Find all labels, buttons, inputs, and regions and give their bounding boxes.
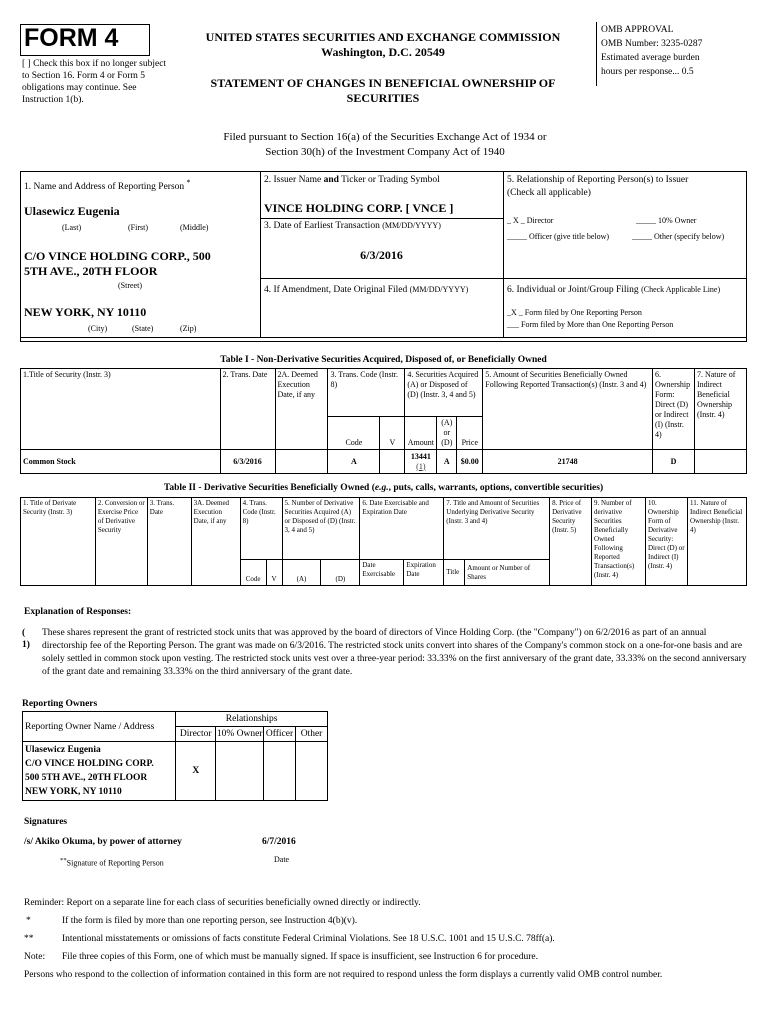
issuer-name: VINCE HOLDING CORP. [ VNCE ] — [264, 201, 454, 215]
omb-number: OMB Number: 3235-0287 — [601, 39, 703, 49]
t1-row-code: A — [328, 450, 380, 474]
t2-h-number: 5. Number of Derivative Securities Acquired (A) or Disposed of (D) (Instr. 3, 4 and 5) — [282, 498, 360, 560]
t2-h-date-exercisable: Date Exercisable — [360, 560, 404, 586]
star-mark: * — [26, 916, 31, 926]
t1-row-price: $0.00 — [457, 450, 483, 474]
table2-title: Table II - Derivative Securities Beneficially Owned (e.g., puts, calls, warrants, options, convertible securities) — [163, 483, 604, 493]
table2 — [20, 497, 747, 586]
t1-row-aord: A — [437, 450, 457, 474]
t1-h-acquired: 4. Securities Acquired (A) or Disposed of (D) (Instr. 3, 4 and 5) — [405, 369, 483, 417]
t1-h-price: Price — [457, 417, 483, 450]
zip-label: (Zip) — [180, 324, 197, 333]
t1-row-title: Common Stock — [21, 450, 221, 474]
table1-title: Table I - Non-Derivative Securities Acquired, Disposed of, or Beneficially Owned — [220, 355, 547, 365]
col-relationships: Relationships — [176, 712, 328, 727]
explanation-heading: Explanation of Responses: — [24, 607, 132, 617]
agency-location: Washington, D.C. 20549 — [321, 45, 445, 59]
t2-h-a: (A) — [282, 560, 321, 586]
earliest-transaction-date: 6/3/2016 — [360, 248, 403, 262]
t1-h-form: 6. Ownership Form: Direct (D) or Indirect (I) (Instr. 4) — [652, 369, 694, 450]
t1-h-title: 1.Title of Security (Instr. 3) — [21, 369, 221, 450]
signature-label: **Signature of Reporting Person — [60, 857, 164, 868]
col-other: Other — [296, 727, 328, 742]
table-row — [21, 450, 747, 474]
t1-h-owned: 5. Amount of Securities Beneficially Owned Following Reported Transaction(s) (Instr. 3 and 4) — [483, 369, 653, 450]
t2-h-amount-shares: Amount or Number of Shares — [465, 560, 550, 586]
owner-name: Ulasewicz Eugenia — [25, 745, 101, 755]
t2-h-number-owned: 9. Number of derivative Securities Beneficially Owned Following Reported Transaction(s) (Instr. 4) — [592, 498, 646, 586]
t2-h-date: 3. Trans. Date — [147, 498, 191, 586]
amendment-label: 4. If Amendment, Date Original Filed (MM/DD/YYYY) — [264, 285, 469, 295]
other-checkbox[interactable]: _____ Other (specify below) — [632, 232, 725, 241]
middle-label: (Middle) — [180, 223, 209, 232]
explanation-text: These shares represent the grant of restricted stock units that was approved by the board of directors of Vince Holding Corp. (the "Company") on 6/2/2016 as part of an annual directorship fee of the Reporting Person. The grant was made on 6/3/2016. The restricted stock units convert into shares of the Company's common stock on a one-for-one basis and are solely settled in common stock upon vesting. The restricted stock units vest over a three-year period: 33.33% on the first anniversary of the grant date, 33.33% on the second anniversary of the grant date and remaining 33.33% on the third anniversary of the grant date. — [42, 628, 747, 677]
table1 — [20, 368, 747, 474]
t1-h-amount: Amount — [405, 417, 437, 450]
t1-h-nature: 7. Nature of Indirect Beneficial Ownership (Instr. 4) — [694, 369, 746, 450]
agency-name: UNITED STATES SECURITIES AND EXCHANGE COMMISSION — [205, 30, 561, 44]
col-ten-percent: 10% Owner — [216, 727, 264, 742]
statement-title: STATEMENT OF CHANGES IN BENEFICIAL OWNERSHIP OF SECURITIES — [210, 76, 556, 105]
note-label: Note: — [24, 952, 46, 962]
t2-h-underlying: 7. Title and Amount of Securities Underlying Derivative Security (Instr. 3 and 4) — [444, 498, 550, 560]
reporting-owners-heading: Reporting Owners — [22, 699, 98, 709]
t2-h-code-sub: Code — [240, 560, 266, 586]
t2-h-exercisable: 6. Date Exercisable and Expiration Date — [360, 498, 444, 560]
t2-h-v: V — [266, 560, 282, 586]
t1-row-date: 6/3/2016 — [220, 450, 275, 474]
relationship-sub-label: (Check all applicable) — [507, 188, 591, 198]
earliest-transaction-label: 3. Date of Earliest Transaction (MM/DD/YYYY) — [264, 221, 441, 231]
t1-row-owned: 21748 — [483, 450, 653, 474]
filed-pursuant-1: Filed pursuant to Section 16(a) of the Securities Exchange Act of 1934 or — [223, 131, 547, 143]
director-checkbox[interactable]: _ X _ Director — [507, 216, 554, 225]
t2-h-title: 1. Title of Derivate Security (Instr. 3) — [21, 498, 96, 586]
form-title: FORM 4 — [24, 24, 119, 52]
group-filing-option-1[interactable]: _X _ Form filed by One Reporting Person — [507, 308, 642, 317]
footnote-link[interactable]: (1) — [416, 461, 426, 471]
ten-percent-owner-checkbox[interactable]: _____ 10% Owner — [636, 216, 697, 225]
check-box-text[interactable]: [ ] Check this box if no longer subject to Section 16. Form 4 or Form 5 obligations may continue. See Instruction 1(b). — [22, 59, 167, 105]
owner-address-2: 500 5TH AVE., 20TH FLOOR — [25, 773, 148, 783]
t2-h-conversion: 2. Conversion or Exercise Price of Derivative Security — [95, 498, 147, 586]
reporting-person-label: 1. Name and Address of Reporting Person * — [24, 178, 191, 193]
omb-divider — [596, 22, 597, 86]
reminder-text: Reminder: Report on a separate line for each class of securities beneficially owned directly or indirectly. — [24, 898, 421, 908]
t2-h-nature: 11. Nature of Indirect Beneficial Ownership (Instr. 4) — [687, 498, 746, 586]
city-label: (City) — [88, 324, 108, 333]
t1-h-code-sub: Code — [328, 417, 380, 450]
persons-text: Persons who respond to the collection of information contained in this form are not required to respond unless the form displays a currently valid OMB control number. — [24, 970, 663, 980]
last-label: (Last) — [62, 223, 82, 232]
col-officer: Officer — [264, 727, 296, 742]
director-mark: X — [176, 742, 216, 801]
t2-h-price: 8. Price of Derivative Security (Instr. 5) — [550, 498, 592, 586]
reporting-owners-table — [22, 711, 328, 801]
double-star-mark: ** — [24, 934, 34, 944]
signature-date: 6/7/2016 — [262, 837, 296, 847]
group-filing-label: 6. Individual or Joint/Group Filing (Check Applicable Line) — [507, 285, 721, 295]
street-label: (Street) — [118, 281, 142, 290]
note-text: File three copies of this Form, one of which must be manually signed. If space is insufficient, see Instruction 6 for procedure. — [62, 952, 539, 962]
city-state-zip: NEW YORK, NY 10110 — [24, 305, 147, 319]
t2-h-code: 4. Trans. Code (Instr. 8) — [240, 498, 282, 560]
omb-approval: OMB APPROVAL — [601, 25, 674, 35]
t1-h-code: 3. Trans. Code (Instr. 8) — [328, 369, 405, 417]
explanation-marker: ( 1) — [22, 628, 30, 650]
omb-burden-2: hours per response... 0.5 — [601, 67, 694, 77]
t1-row-amount: 13441 — [410, 451, 431, 461]
omb-burden-1: Estimated average burden — [601, 53, 700, 63]
group-filing-option-2[interactable]: ___ Form filed by More than One Reporting Person — [507, 320, 674, 329]
t2-h-form: 10. Ownership Form of Derivative Security: Direct (D) or Indirect (I) (Instr. 4) — [645, 498, 687, 586]
star-text: If the form is filed by more than one reporting person, see Instruction 4(b)(v). — [62, 916, 358, 926]
t2-h-deemed: 3A. Deemed Execution Date, if any — [191, 498, 240, 586]
t2-h-d: (D) — [321, 560, 360, 586]
street-line-2: 5TH AVE., 20TH FLOOR — [24, 264, 158, 278]
t1-h-deemed: 2A. Deemed Execution Date, if any — [275, 369, 328, 450]
first-label: (First) — [128, 223, 148, 232]
t1-h-date: 2. Trans. Date — [220, 369, 275, 450]
owner-address-1: C/O VINCE HOLDING CORP. — [25, 759, 154, 769]
t2-h-expiration: Expiration Date — [404, 560, 444, 586]
t1-h-aord: (A) or (D) — [437, 417, 457, 450]
owner-address-3: NEW YORK, NY 10110 — [25, 787, 122, 797]
officer-checkbox[interactable]: _____ Officer (give title below) — [507, 232, 610, 241]
col-director: Director — [176, 727, 216, 742]
signer-name: /s/ Akiko Okuma, by power of attorney — [24, 837, 182, 847]
t1-row-form: D — [652, 450, 694, 474]
street-line-1: C/O VINCE HOLDING CORP., 500 — [24, 249, 211, 263]
relationship-label: 5. Relationship of Reporting Person(s) to Issuer — [507, 175, 689, 185]
col-owner-name: Reporting Owner Name / Address — [23, 712, 176, 742]
table-row — [23, 742, 328, 801]
issuer-label: 2. Issuer Name and Ticker or Trading Symbol — [264, 175, 440, 185]
signatures-heading: Signatures — [24, 817, 68, 827]
t1-h-v: V — [380, 417, 405, 450]
date-label: Date — [274, 855, 290, 864]
reporting-person-name: Ulasewicz Eugenia — [24, 204, 120, 218]
state-label: (State) — [132, 324, 154, 333]
t2-h-title-sub: Title — [444, 560, 465, 586]
double-star-text: Intentional misstatements or omissions of facts constitute Federal Criminal Violations. See 18 U.S.C. 1001 and 15 U.S.C. 78ff(a). — [62, 934, 555, 944]
filed-pursuant-2: Section 30(h) of the Investment Company Act of 1940 — [265, 146, 505, 158]
